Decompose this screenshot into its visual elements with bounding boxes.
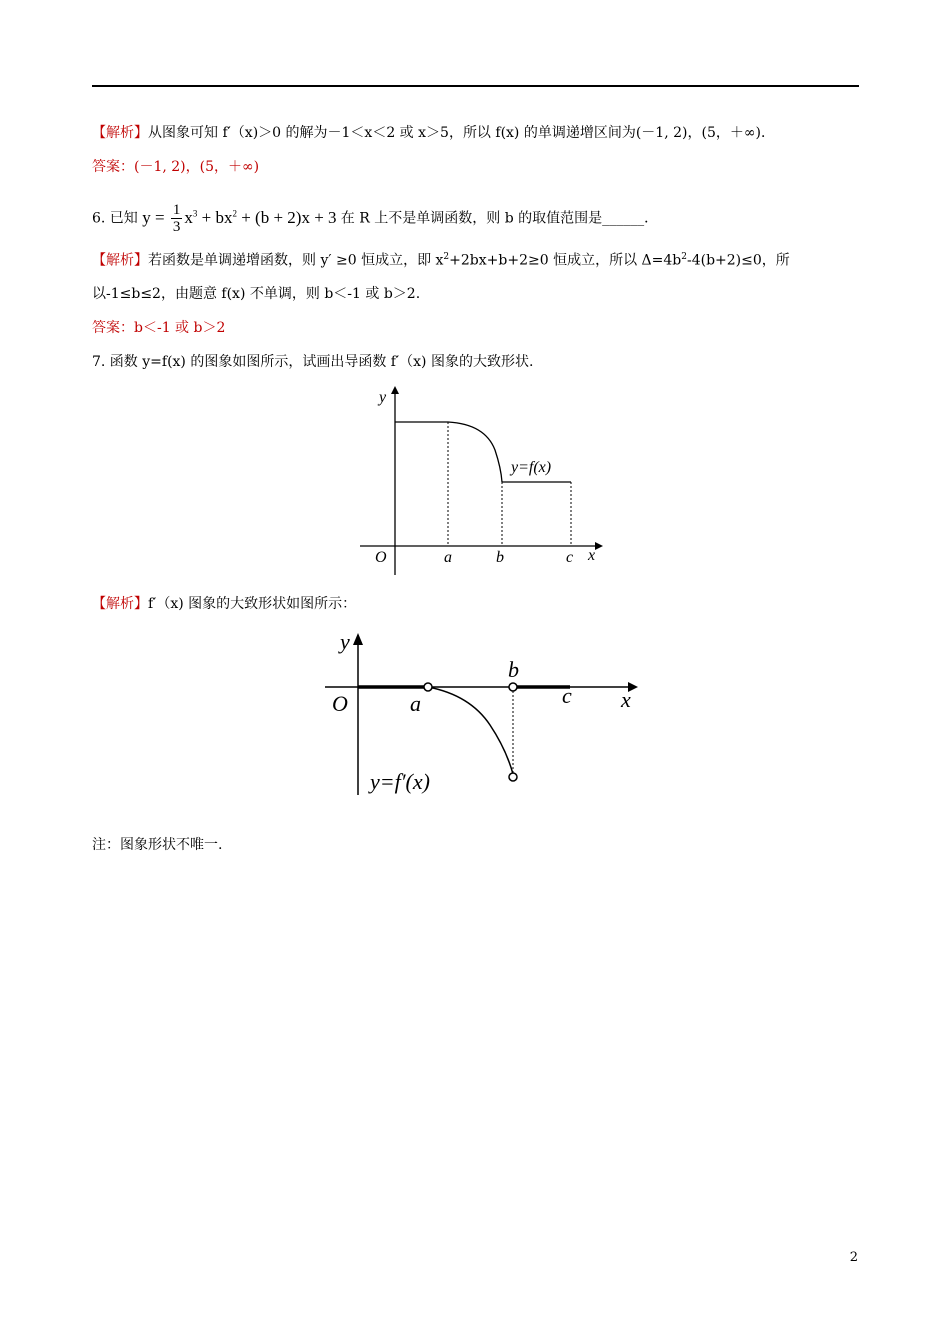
q7-note: 注：图象形状不唯一. [92, 837, 223, 853]
label-x: x [588, 547, 596, 564]
label-a: a [444, 549, 452, 566]
header-rule [92, 85, 859, 87]
q6-analysis-line1: 【解析】若函数是单调递增函数，则 y′ ≥0 恒成立，即 $x^2+2bx+b+2\ge 0$ 恒成立，所以 $\Delta=4b^2-4(b+2)\le 0$，所 [92, 252, 790, 269]
curve-decreasing [448, 422, 502, 482]
label-c: c [562, 683, 572, 708]
analysis-tag: 【解析】 [92, 252, 148, 269]
formula: y = $\frac{1}{3}$ $x^3 + bx^2 + (b + 2)x + 3$ [142, 202, 337, 236]
label-origin: O [375, 549, 387, 566]
curve-negative [428, 687, 513, 774]
q7-stem: 7. 函数 y=f(x) 的图象如图所示，试画出导函数 f′（x) 图象的大致形状. [92, 354, 534, 370]
q6-answer: 答案：b＜-1 或 b＞2 [92, 320, 226, 336]
open-point-bottom [509, 773, 517, 781]
q6-analysis-line2: 以-1≤b≤2，由题意 f(x) 不单调，则 b＜-1 或 b＞2. [92, 286, 421, 302]
label-origin: O [332, 691, 348, 716]
label-b: b [508, 657, 519, 682]
label-b: b [496, 549, 504, 566]
q7-analysis: 【解析】f′（x) 图象的大致形状如图所示： [92, 596, 357, 612]
label-a: a [410, 691, 421, 716]
label-y: y [340, 629, 350, 654]
analysis-tag: 【解析】 [92, 596, 148, 612]
q5-analysis [92, 123, 775, 143]
fraction: $\frac{1}{3}$ [172, 202, 181, 236]
x-axis-arrow [595, 542, 603, 550]
q6-stem: 6. 已知 y = $\frac{1}{3}$ $x^3 + bx^2 + (b + 2)x + 3$ 在 R 上不是单调函数，则 b 的取值范围是______． [92, 202, 659, 236]
label-c: c [566, 549, 574, 566]
figure-fprime [320, 625, 650, 805]
page-number: 2 [849, 1250, 858, 1265]
analysis-tag: 【解析】 [92, 125, 148, 141]
q5-answer: 答案：(－1, 2)，(5，＋∞) [92, 159, 260, 175]
curve-label: y=f′(x) [370, 769, 430, 794]
y-axis-arrow [353, 633, 363, 645]
y-axis-arrow [391, 386, 399, 394]
figure-f [355, 380, 615, 580]
open-point-a [424, 683, 432, 691]
curve-label: y=f(x) [511, 459, 552, 476]
label-y: y [379, 389, 387, 406]
analysis-text: 从图象可知 f′（x)＞0 的解为－1＜x＜2 或 x＞5，所以 f(x) 的单调递增区间为(－1, 2)，(5，＋∞)． [148, 125, 775, 141]
label-x: x [621, 687, 631, 712]
open-point-b [509, 683, 517, 691]
